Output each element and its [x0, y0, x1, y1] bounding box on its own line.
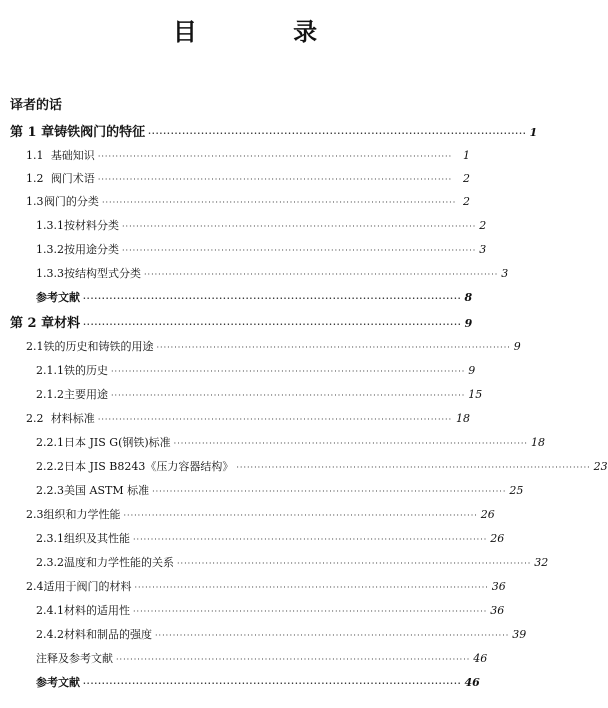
toc-entry-number: 1.2 [26, 172, 44, 185]
toc-entry-title: 按材料分类 [64, 219, 119, 232]
toc-entry-number: 1.3.1 [36, 219, 64, 232]
toc-entry-page: 25 [509, 484, 524, 497]
dot-leader: ···································································································· [133, 535, 488, 544]
toc-entry-title: 阀门术语 [50, 172, 95, 185]
toc-entry-page: 1 [463, 149, 470, 162]
dot-leader: ···································································································· [236, 463, 591, 472]
toc-entry-section[interactable] [26, 506, 495, 522]
toc-entry-subsection[interactable] [36, 362, 476, 378]
dot-leader: ···································································································· [97, 175, 453, 184]
toc-entry-chapter-1[interactable] [10, 121, 538, 140]
dot-leader: ···································································································· [152, 487, 507, 496]
toc-entry-section[interactable] [26, 193, 470, 209]
toc-entry-title: 注释及参考文献 [36, 652, 113, 665]
toc-entry-title: 参考文献 [36, 676, 80, 689]
toc-entry-number: 2.4.1 [36, 604, 64, 617]
dot-leader: ···································································································· [134, 583, 489, 592]
toc-entry-number: 2.1.2 [36, 388, 64, 401]
toc-entry-section[interactable] [26, 147, 470, 163]
dot-leader: ···································································································· [122, 222, 477, 231]
toc-entry-number: 第 2 章 [10, 316, 55, 331]
toc-entry-title: 铸铁阀门的特征 [54, 125, 146, 140]
dot-leader: ···································································································· [111, 367, 466, 376]
toc-entry-page: 32 [534, 556, 549, 569]
toc-entry-page: 8 [464, 291, 473, 304]
toc-entry-page: 2 [479, 219, 487, 232]
toc-entry-title: 适用于阀门的材料 [43, 580, 132, 593]
toc-entry-subsection[interactable] [36, 602, 505, 618]
toc-entry-references[interactable] [36, 674, 480, 690]
toc-entry-page: 46 [473, 652, 488, 665]
toc-entry-title: 基础知识 [50, 149, 95, 162]
toc-entry-subsection[interactable] [36, 530, 505, 546]
toc-entry-title: 按结构型式分类 [64, 267, 141, 280]
toc-entry-number: 2.4 [26, 580, 44, 593]
toc-entry-title: 铁的历史和铸铁的用途 [43, 340, 154, 353]
toc-entry-page: 9 [513, 340, 521, 353]
toc-entry-page: 2 [463, 172, 470, 185]
dot-leader: ···································································································· [144, 270, 499, 279]
toc-entry-page: 23 [593, 460, 608, 473]
toc-entry-number: 2.2.2 [36, 460, 64, 473]
toc-entry-number: 2.2 [26, 412, 44, 425]
toc-entry-page: 3 [501, 267, 509, 280]
toc-entry-section[interactable] [26, 338, 521, 354]
toc-entry-section[interactable] [26, 410, 470, 426]
dot-leader: ···································································································· [155, 631, 510, 640]
toc-entry-title: 组织和力学性能 [43, 508, 121, 521]
toc-entry-section[interactable] [26, 578, 506, 594]
toc-entry-chapter-2[interactable] [10, 312, 473, 331]
toc-entry-title: 铁的历史 [64, 364, 108, 377]
toc-entry-number: 2.1 [26, 340, 44, 353]
dot-leader: ···································································································· [116, 655, 471, 664]
toc-entry-title: 阀门的分类 [43, 195, 99, 208]
toc-entry-number: 2.3.2 [36, 556, 64, 569]
toc-entry-page: 9 [464, 317, 473, 330]
toc-entry-title: 日本 JIS B8243《压力容器结构》 [64, 460, 234, 473]
toc-entry-subsection[interactable] [36, 434, 545, 450]
toc-entry-number: 第 1 章 [10, 125, 55, 140]
toc-entry-subsection[interactable] [36, 554, 549, 570]
toc-entry-title: 日本 JIS G(钢铁)标准 [64, 436, 171, 449]
dot-leader: ···································································································· [97, 415, 453, 424]
toc-entry-number: 1.1 [26, 149, 44, 162]
toc-entry-subsection[interactable] [36, 386, 483, 402]
toc-entry-subsection[interactable] [36, 265, 509, 281]
dot-leader: ···································································································· [133, 607, 488, 616]
dot-leader: ···································································································· [177, 559, 532, 568]
dot-leader: ···································································································· [173, 439, 528, 448]
toc-entry-references[interactable] [36, 289, 473, 305]
toc-entry-notes-references[interactable] [36, 650, 488, 666]
toc-entry-subsection[interactable] [36, 217, 487, 233]
toc-entry-page: 26 [480, 508, 495, 521]
toc-entry-title: 译者的话 [10, 98, 63, 113]
toc-entry-page: 39 [512, 628, 527, 641]
toc-entry-subsection[interactable] [36, 626, 527, 642]
toc-entry-title: 温度和力学性能的关系 [64, 556, 174, 569]
toc-entry-page: 18 [456, 412, 470, 425]
toc-entry-title: 组织及其性能 [64, 532, 130, 545]
dot-leader: ···································································································· [122, 246, 477, 255]
toc-entry-page: 9 [468, 364, 476, 377]
toc-entry-title: 参考文献 [36, 291, 80, 304]
toc-entry-page: 26 [490, 532, 505, 545]
dot-leader: ···································································································· [156, 343, 511, 352]
toc-entry-page: 1 [529, 126, 538, 139]
toc-entry-section[interactable] [26, 170, 470, 186]
dot-leader: ···································································································· [123, 511, 478, 520]
dot-leader: ···································································································· [83, 319, 462, 329]
toc-entry-number: 2.3 [26, 508, 44, 521]
toc-entry-number: 2.2.3 [36, 484, 64, 497]
toc-entry-subsection[interactable] [36, 241, 487, 257]
toc-entry-subsection[interactable] [36, 458, 608, 474]
toc-entry-title: 材料和制品的强度 [64, 628, 152, 641]
toc-entry-number: 1.3.3 [36, 267, 64, 280]
toc-entry-number: 1.3.2 [36, 243, 64, 256]
toc-entry-translator-note[interactable] [10, 94, 470, 113]
toc-entry-title: 材料 [54, 316, 81, 331]
toc-entry-number: 2.2.1 [36, 436, 64, 449]
toc-entry-title: 主要用途 [64, 388, 108, 401]
dot-leader: ···································································································· [97, 152, 453, 161]
toc-entry-page: 46 [464, 676, 480, 689]
page-title: 目 录 [172, 17, 362, 46]
toc-entry-number: 2.3.1 [36, 532, 64, 545]
toc-entry-page: 2 [463, 195, 470, 208]
dot-leader: ···································································································· [111, 391, 466, 400]
toc-entry-page: 36 [491, 580, 506, 593]
toc-entry-page: 18 [530, 436, 545, 449]
toc-entry-title: 材料标准 [50, 412, 95, 425]
toc-entry-page: 36 [490, 604, 505, 617]
dot-leader: ···································································································· [83, 293, 462, 303]
dot-leader: ···································································································· [101, 198, 457, 207]
toc-entry-subsection[interactable] [36, 482, 524, 498]
toc-entry-number: 1.3 [26, 195, 44, 208]
toc-entry-number: 2.1.1 [36, 364, 64, 377]
toc-entry-number: 2.4.2 [36, 628, 64, 641]
toc-entry-title: 材料的适用性 [64, 604, 130, 617]
toc-entry-title: 按用途分类 [64, 243, 119, 256]
toc-entry-title: 美国 ASTM 标准 [64, 484, 150, 497]
dot-leader: ···································································································· [148, 128, 527, 138]
dot-leader: ···································································································· [83, 678, 462, 688]
toc-entry-page: 15 [468, 388, 483, 401]
toc-entry-page: 3 [479, 243, 487, 256]
